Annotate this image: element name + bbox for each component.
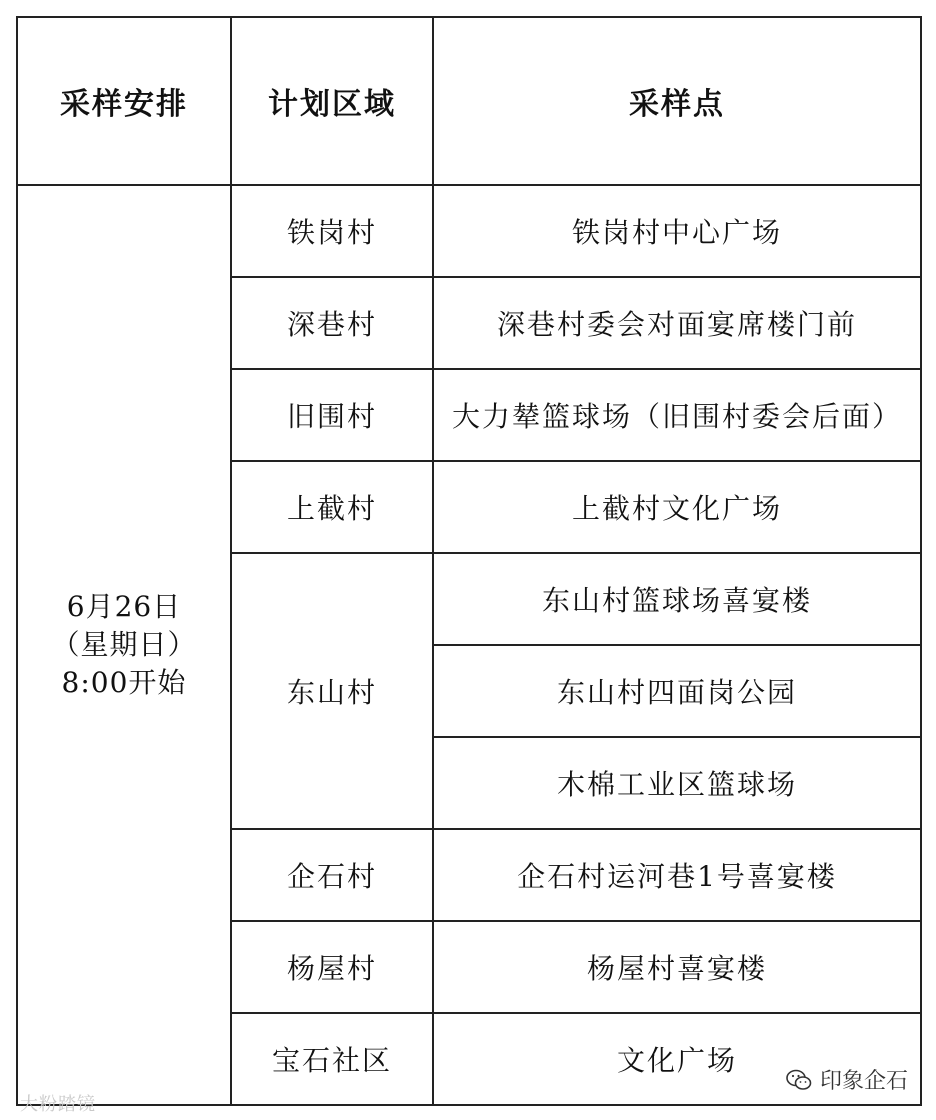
watermark-right-text: 印象企石	[820, 1069, 909, 1094]
area-cell: 铁岗村	[231, 185, 433, 277]
area-cell: 宝石社区	[231, 1013, 433, 1105]
header-area: 计划区域	[231, 17, 433, 185]
area-cell: 东山村	[231, 553, 433, 829]
header-point: 采样点	[433, 17, 921, 185]
area-cell: 企石村	[231, 829, 433, 921]
point-cell: 木棉工业区篮球场	[433, 737, 921, 829]
header-row	[17, 17, 921, 185]
table-row	[17, 185, 921, 277]
point-cell: 企石村运河巷1号喜宴楼	[433, 829, 921, 921]
schedule-start: 8:00开始	[61, 666, 187, 699]
sampling-schedule-table	[16, 16, 922, 1106]
point-cell: 大力辇篮球场（旧围村委会后面）	[433, 369, 921, 461]
watermark-left: 大粉踏镜	[20, 1094, 96, 1115]
schedule-date: 6月26日	[66, 590, 182, 623]
point-cell: 东山村四面岗公园	[433, 645, 921, 737]
point-cell: 深巷村委会对面宴席楼门前	[433, 277, 921, 369]
schedule-cell	[17, 185, 231, 1105]
area-cell: 旧围村	[231, 369, 433, 461]
point-cell: 上截村文化广场	[433, 461, 921, 553]
wechat-icon	[786, 1069, 812, 1091]
area-cell: 上截村	[231, 461, 433, 553]
watermark-right	[786, 1064, 908, 1095]
point-cell: 铁岗村中心广场	[433, 185, 921, 277]
schedule-weekday: （星期日）	[51, 628, 197, 661]
point-cell: 文化广场	[433, 1013, 921, 1105]
header-arrangement: 采样安排	[17, 17, 231, 185]
point-cell: 东山村篮球场喜宴楼	[433, 553, 921, 645]
area-cell: 深巷村	[231, 277, 433, 369]
area-cell: 杨屋村	[231, 921, 433, 1013]
point-cell: 杨屋村喜宴楼	[433, 921, 921, 1013]
